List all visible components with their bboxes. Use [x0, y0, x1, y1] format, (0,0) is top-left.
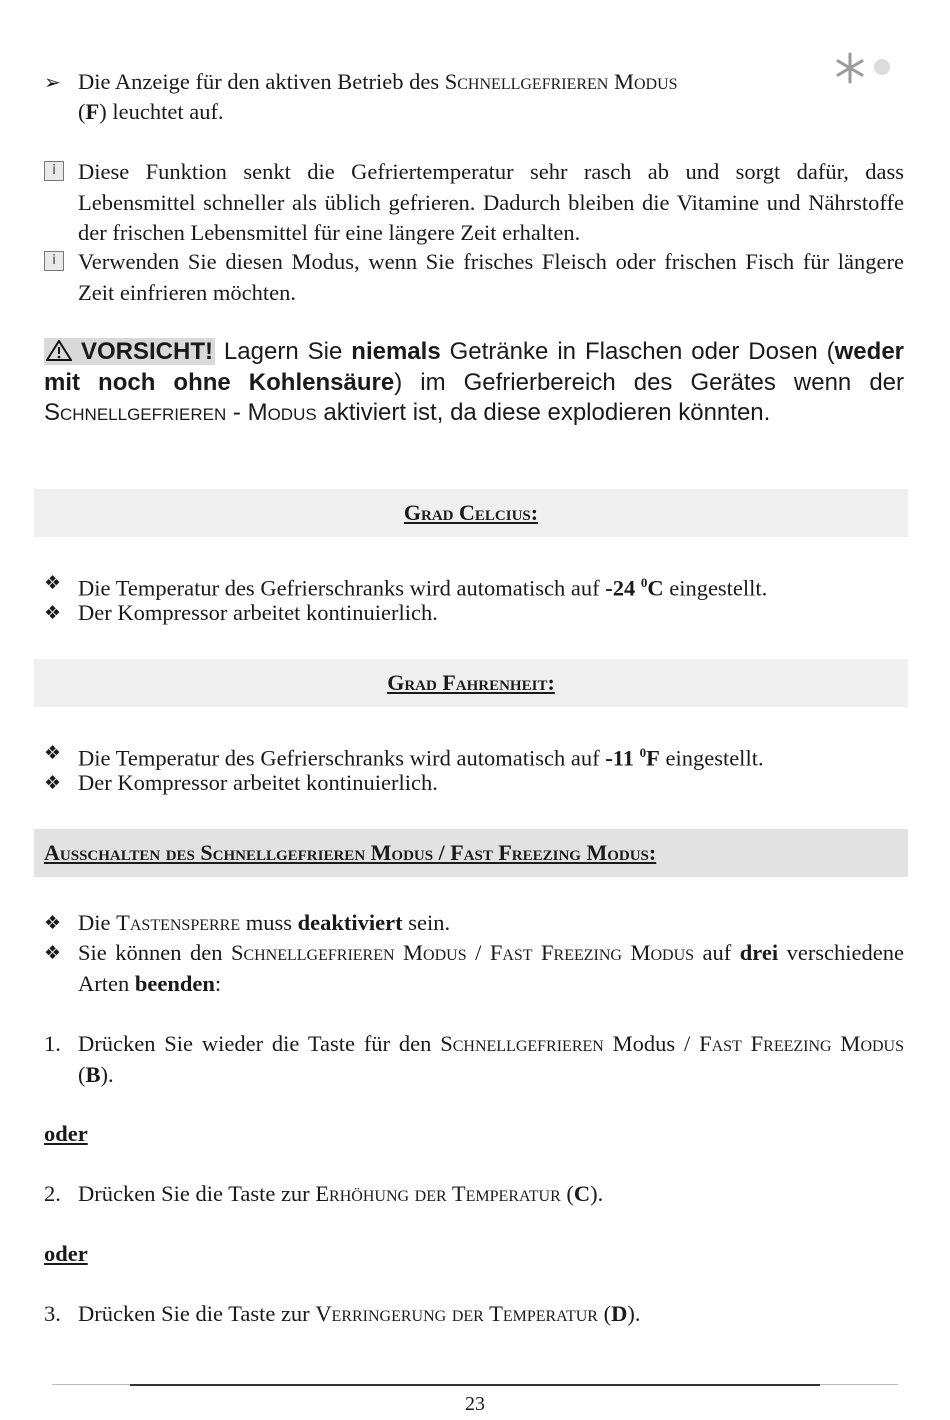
warning-triangle-icon — [46, 340, 72, 361]
step-2: Drücken Sie die Taste zur Erhöhung der Temperatur (C). — [78, 1181, 604, 1206]
intro-paragraph: Die Anzeige für den aktiven Betrieb des Schnellgefrieren Modus — [78, 69, 678, 94]
info-icon: i — [44, 251, 64, 271]
warning-label: VORSICHT! — [44, 338, 215, 365]
four-diamond-bullet-icon: ❖ — [44, 912, 62, 934]
four-diamond-bullet-icon: ❖ — [44, 602, 62, 624]
footer-rule — [130, 1384, 820, 1386]
heading-switch-off: Ausschalten des Schnellgefrieren Modus / Fast Freezing Modus: — [44, 840, 657, 865]
four-diamond-bullet-icon: ❖ — [44, 942, 62, 964]
fahrenheit-temperature-item: Die Temperatur des Gefrierschranks wird automatisch auf -11 $^0$F eingestellt. — [78, 745, 764, 771]
keylock-item: Die Tastensperre muss deaktiviert sein. — [78, 910, 451, 935]
or-separator: oder — [44, 1241, 88, 1266]
four-diamond-bullet-icon: ❖ — [44, 742, 62, 764]
step-1: Drücken Sie wieder die Taste für den Schnellgefrieren Modus / Fast Freezing Modus (B). — [78, 1031, 905, 1087]
info-note-2: Verwenden Sie diesen Modus, wenn Sie frisches Fleisch oder frischen Fisch für längere Zeit einfrieren möchten. — [78, 249, 904, 305]
three-ways-item: Sie können den Schnellgefrieren Modus / Fast Freezing Modus auf drei verschiedene Arten beenden: — [78, 940, 905, 996]
step-number: 1. — [44, 1031, 61, 1056]
four-diamond-bullet-icon: ❖ — [44, 572, 62, 594]
arrow-bullet-icon: ➢ — [44, 70, 61, 94]
four-diamond-bullet-icon: ❖ — [44, 772, 62, 794]
heading-grad-fahrenheit: Grad Fahrenheit: — [387, 670, 555, 695]
page-number: 23 — [465, 1393, 485, 1415]
celsius-temperature-item: Die Temperatur des Gefrierschranks wird automatisch auf -24 $^0$C eingestellt. — [78, 575, 768, 601]
info-note-1: Diese Funktion senkt die Gefriertemperatur sehr rasch ab und sorgt dafür, dass Lebensmittel schneller als üblich gefrieren. Dadurch bleiben die Vitamine und Nährstoffe der frischen Lebensmittel für eine längere Zeit erhalten. — [78, 159, 904, 245]
step-number: 3. — [44, 1301, 61, 1326]
celsius-compressor-item: Der Kompressor arbeitet kontinuierlich. — [78, 600, 438, 625]
intro-paragraph-line2: (F) leuchtet auf. — [78, 99, 224, 124]
step-3: Drücken Sie die Taste zur Verringerung der Temperatur (D). — [78, 1301, 641, 1326]
info-icon: i — [44, 161, 64, 181]
snowflake-icon — [832, 50, 894, 86]
step-number: 2. — [44, 1181, 61, 1206]
fahrenheit-compressor-item: Der Kompressor arbeitet kontinuierlich. — [78, 770, 438, 795]
heading-grad-celsius: Grad Celcius: — [403, 500, 539, 525]
or-separator: oder — [44, 1121, 88, 1146]
warning-paragraph: VORSICHT! Lagern Sie niemals Getränke in Flaschen oder Dosen (weder mit noch ohne Kohlensäure) im Gefrierbereich des Gerätes wenn der Schnellgefrieren - Modus aktiviert ist, da diese explodieren könnten. — [44, 338, 905, 426]
